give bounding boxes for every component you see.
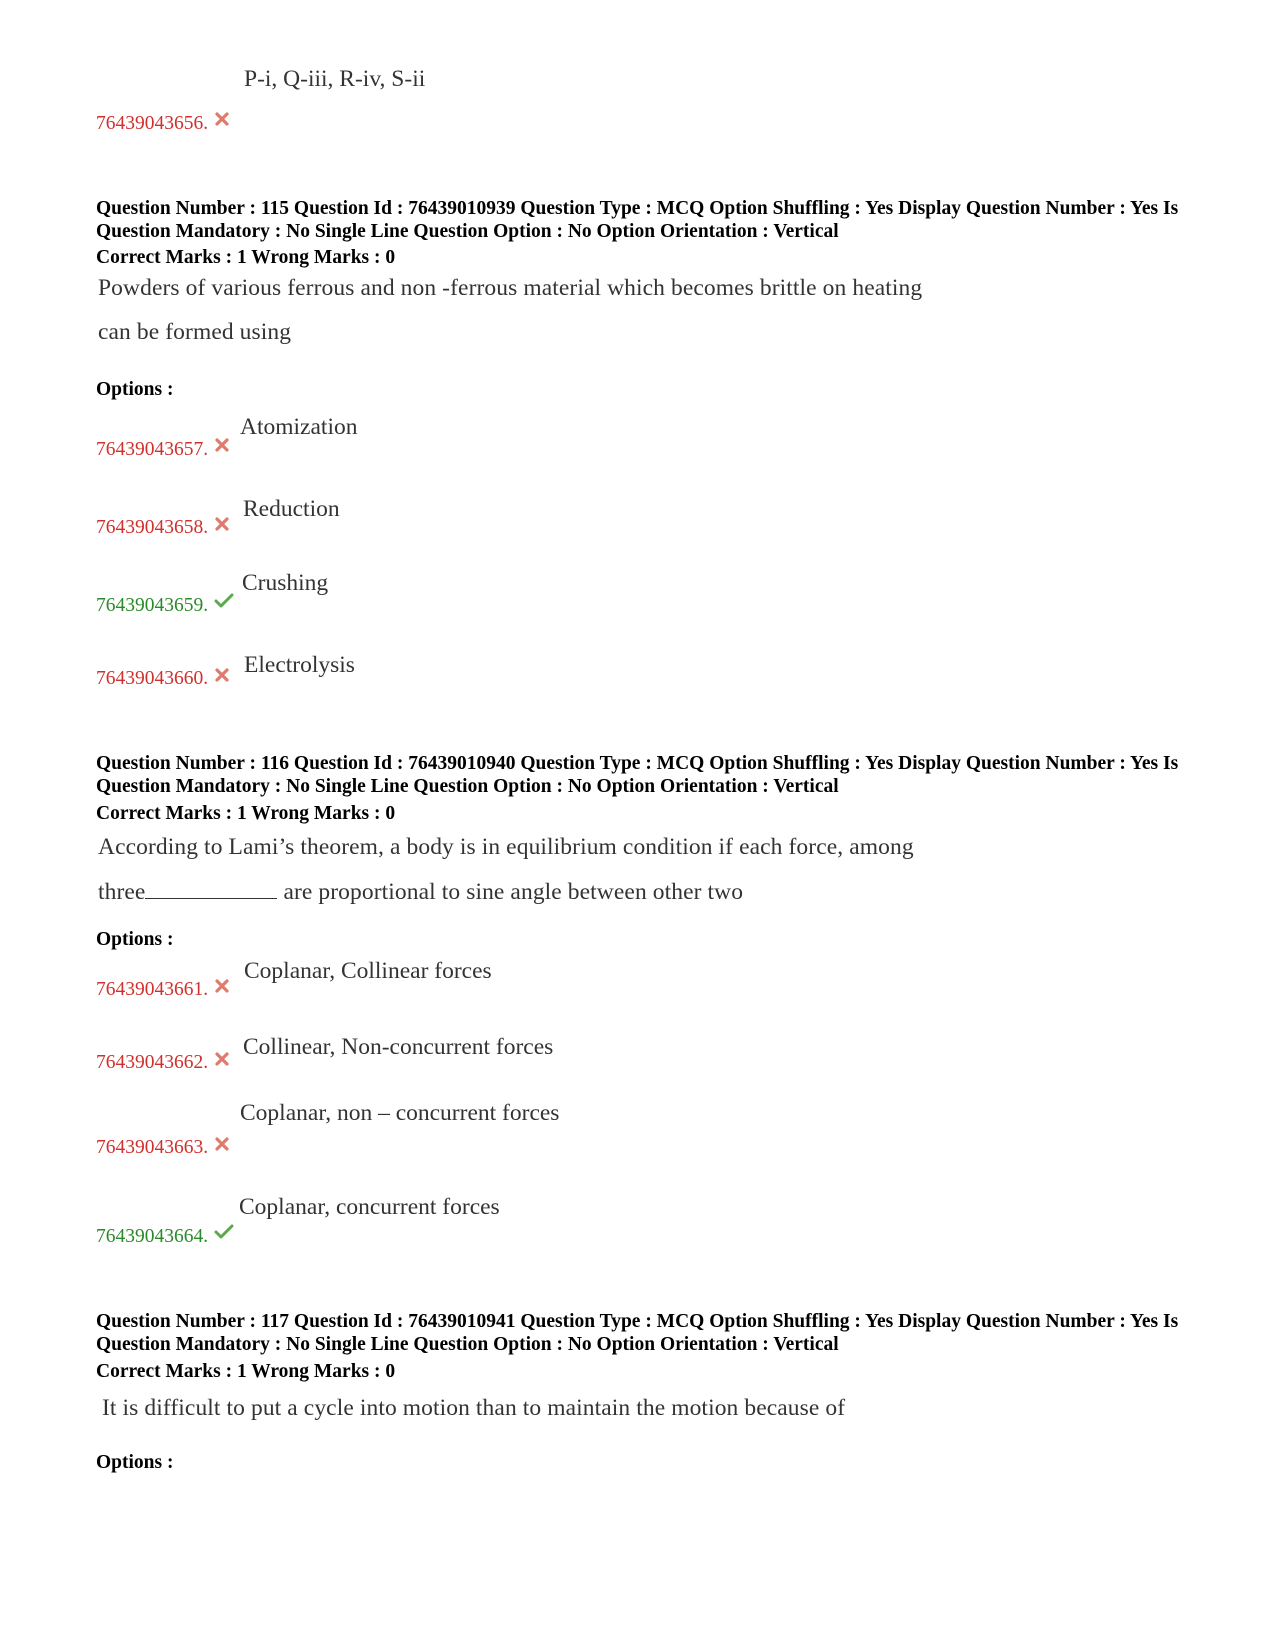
question-text: It is difficult to put a cycle into motion than to maintain the motion because of bbox=[102, 1395, 846, 1421]
option-text: P-i, Q-iii, R-iv, S-ii bbox=[244, 66, 426, 92]
option-id: 76439043659. bbox=[96, 595, 209, 616]
options-label: Options : bbox=[96, 929, 174, 950]
question-header: Question Number : 116 Question Id : 76439010940 Question Type : MCQ Option Shuffling : Yes Display Question Number : Yes Is Question Mandatory : No Single Line Question Option : No Option Orientation : Vertical bbox=[96, 753, 1179, 797]
question-text-part: three bbox=[98, 879, 146, 905]
fill-in-blank bbox=[145, 878, 277, 899]
option-text: Crushing bbox=[242, 570, 329, 596]
option-id: 76439043662. bbox=[96, 1052, 209, 1073]
question-text: can be formed using bbox=[98, 319, 292, 345]
cross-icon bbox=[214, 667, 230, 683]
option-id: 76439043663. bbox=[96, 1137, 209, 1158]
question-marks: Correct Marks : 1 Wrong Marks : 0 bbox=[96, 1361, 396, 1382]
question-text bbox=[98, 878, 743, 906]
options-label: Options : bbox=[96, 379, 174, 400]
option-text: Atomization bbox=[240, 414, 358, 440]
cross-icon bbox=[214, 1051, 230, 1067]
option-id: 76439043660. bbox=[96, 668, 209, 689]
question-marks: Correct Marks : 1 Wrong Marks : 0 bbox=[96, 247, 396, 268]
option-text: Coplanar, Collinear forces bbox=[244, 958, 492, 984]
option-text: Electrolysis bbox=[244, 652, 355, 678]
option-text: Coplanar, non – concurrent forces bbox=[240, 1100, 560, 1126]
cross-icon bbox=[214, 437, 230, 453]
question-text-part: are proportional to sine angle between other two bbox=[277, 879, 744, 905]
question-marks: Correct Marks : 1 Wrong Marks : 0 bbox=[96, 803, 396, 824]
option-id: 76439043657. bbox=[96, 439, 209, 460]
options-label: Options : bbox=[96, 1452, 174, 1473]
option-text: Collinear, Non-concurrent forces bbox=[243, 1034, 554, 1060]
question-text: Powders of various ferrous and non -ferrous material which becomes brittle on heating bbox=[98, 275, 923, 301]
option-id: 76439043658. bbox=[96, 517, 209, 538]
option-id: 76439043656. bbox=[96, 113, 209, 134]
question-text: According to Lami’s theorem, a body is in equilibrium condition if each force, among bbox=[98, 834, 914, 860]
option-text: Coplanar, concurrent forces bbox=[239, 1194, 500, 1220]
check-icon bbox=[214, 1224, 234, 1240]
question-header: Question Number : 115 Question Id : 76439010939 Question Type : MCQ Option Shuffling : Yes Display Question Number : Yes Is Question Mandatory : No Single Line Question Option : No Option Orientation : Vertical bbox=[96, 198, 1179, 242]
question-header: Question Number : 117 Question Id : 76439010941 Question Type : MCQ Option Shuffling : Yes Display Question Number : Yes Is Question Mandatory : No Single Line Question Option : No Option Orientation : Vertical bbox=[96, 1311, 1179, 1355]
cross-icon bbox=[214, 111, 230, 127]
option-id: 76439043664. bbox=[96, 1226, 209, 1247]
cross-icon bbox=[214, 978, 230, 994]
check-icon bbox=[214, 593, 234, 609]
cross-icon bbox=[214, 1136, 230, 1152]
option-text: Reduction bbox=[243, 496, 340, 522]
cross-icon bbox=[214, 516, 230, 532]
option-id: 76439043661. bbox=[96, 979, 209, 1000]
